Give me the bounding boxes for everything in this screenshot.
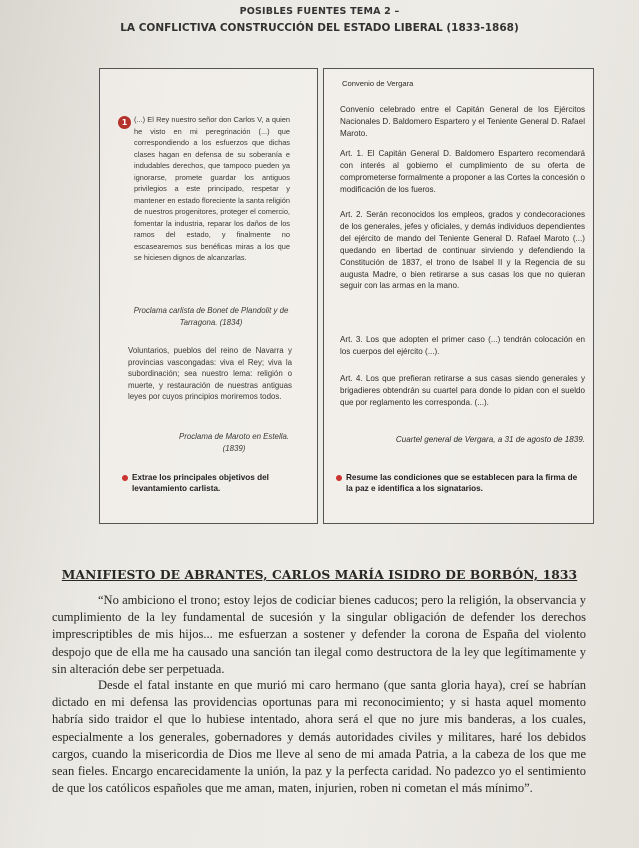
- vergara-article-2: Art. 2. Serán reconocidos los empleos, grados y condecoraciones de los generales, jefes y oficiales, y demás individuos dependientes del ejército de mando del Teniente General D. Rafael Maroto (...) quedando en libertad de continuar sirviendo y defendiendo la Constitución de 1837, el trono de Isabel II y la Regencia de su augusta Madre, o bien retirarse a sus casas los que no quieran seguir con las armas en la mano.: [340, 210, 585, 291]
- vergara-question: Resume las condiciones que se establecen para la firma de la paz e identifica a los signatarios.: [346, 473, 578, 493]
- vergara-article-3: Art. 3. Los que adopten el primer caso (...) tendrán colocación en los cuerpos del ejército (...).: [340, 335, 585, 356]
- page-title: LA CONFLICTIVA CONSTRUCCIÓN DEL ESTADO LIBERAL (1833-1868): [120, 22, 519, 34]
- proclamation-maroto-source: Proclama de Maroto en Estella. (1839): [178, 432, 290, 453]
- manifesto-paragraph-1: “No ambiciono el trono; estoy lejos de codiciar bienes caducos; pero la religión, la observancia y cumplimiento de la ley fundamental de sucesión y la singular obligación de defender los derechos imprescriptibles de mis hijos... me esfuerzan a sostener y defender la corona de España del violento despojo que de ella me ha causado una sanción tan ilegal como destructora de la ley que legítimamente y sin alteración debe ser perpetuada.: [52, 593, 586, 676]
- vergara-source: Cuartel general de Vergara, a 31 de agosto de 1839.: [395, 435, 585, 444]
- proclamation-bonet-text: (...) El Rey nuestro señor don Carlos V, a quien he visto en mi peregrinación (...) que correspondiendo a los esfuerzos que dichas clases hagan en defensa de su soberanía e indudables derechos, que tampoco pueden ya ignorarse, promete guardar los antiguos privilegios a este principado, respetar y mantener en estado floreciente la santa religión de nuestros progenitores, proteger el comercio, fomentar la industria, reparar los daños de los ramos del estado, y finalmente no escasearemos sus benéficas miras a los que se hiciesen dignos de alcanzarlas.: [134, 115, 290, 262]
- manifesto-title: MANIFIESTO DE ABRANTES, CARLOS MARÍA ISIDRO DE BORBÓN, 1833: [61, 567, 578, 582]
- proclamation-maroto-text: Voluntarios, pueblos del reino de Navarra y provincias vascongadas: viva el Rey; viva la subordinación; sea nuestro lema: religión o muerte, y restauración de nuestras antiguas leyes por cuyos principios moriremos todos.: [128, 346, 292, 401]
- manifesto-paragraph-2: Desde el fatal instante en que murió mi caro hermano (que santa gloria haya), creí se habrían dictado en mi defensa las providencias oportunas para mi reconocimiento; y si hasta aquel momento habría sido traidor el que lo hubiese intentado, ahora será el que no jure mis banderas, a los cuales, especialmente a los generales, gobernadores y demás autoridades civiles y militares, haré los debidos cargos, cuando la misericordia de Dios me lleve al seno de mi amada Patria, a la cabeza de los que me sean fieles. Encargo encarecidamente la unión, la paz y la perfecta caridad. No padezco yo el sentimiento de que los católicos españoles que me aman, maten, injurien, roben ni cometan el más mínimo”.: [52, 678, 586, 796]
- number-badge: 1: [118, 116, 131, 129]
- question-bullet: [336, 475, 342, 481]
- question-bullet: [122, 475, 128, 481]
- page-header-top: POSIBLES FUENTES TEMA 2 –: [239, 6, 400, 17]
- vergara-article-1: Art. 1. El Capitán General D. Baldomero Espartero recomendará con interés al gobierno el cumplimiento de su oferta de comprometerse formalmente a proponer a las Cortes la concesión o modificación de los fueros.: [340, 149, 585, 194]
- vergara-intro: Convenio celebrado entre el Capitán General de los Ejércitos Nacionales D. Baldomero Espartero y el Teniente General D. Rafael Maroto.: [340, 105, 585, 138]
- proclamation-bonet-source: Proclama carlista de Bonet de Plandolit y de Tarragona. (1834): [133, 306, 289, 327]
- vergara-heading: Convenio de Vergara: [342, 79, 414, 88]
- carlist-question: Extrae los principales objetivos del levantamiento carlista.: [132, 473, 269, 493]
- vergara-article-4: Art. 4. Los que prefieran retirarse a sus casas siendo generales y brigadieres obtendrán su cuartel para donde lo pidan con el sueldo que por reglamento les corresponda. (...).: [340, 374, 585, 407]
